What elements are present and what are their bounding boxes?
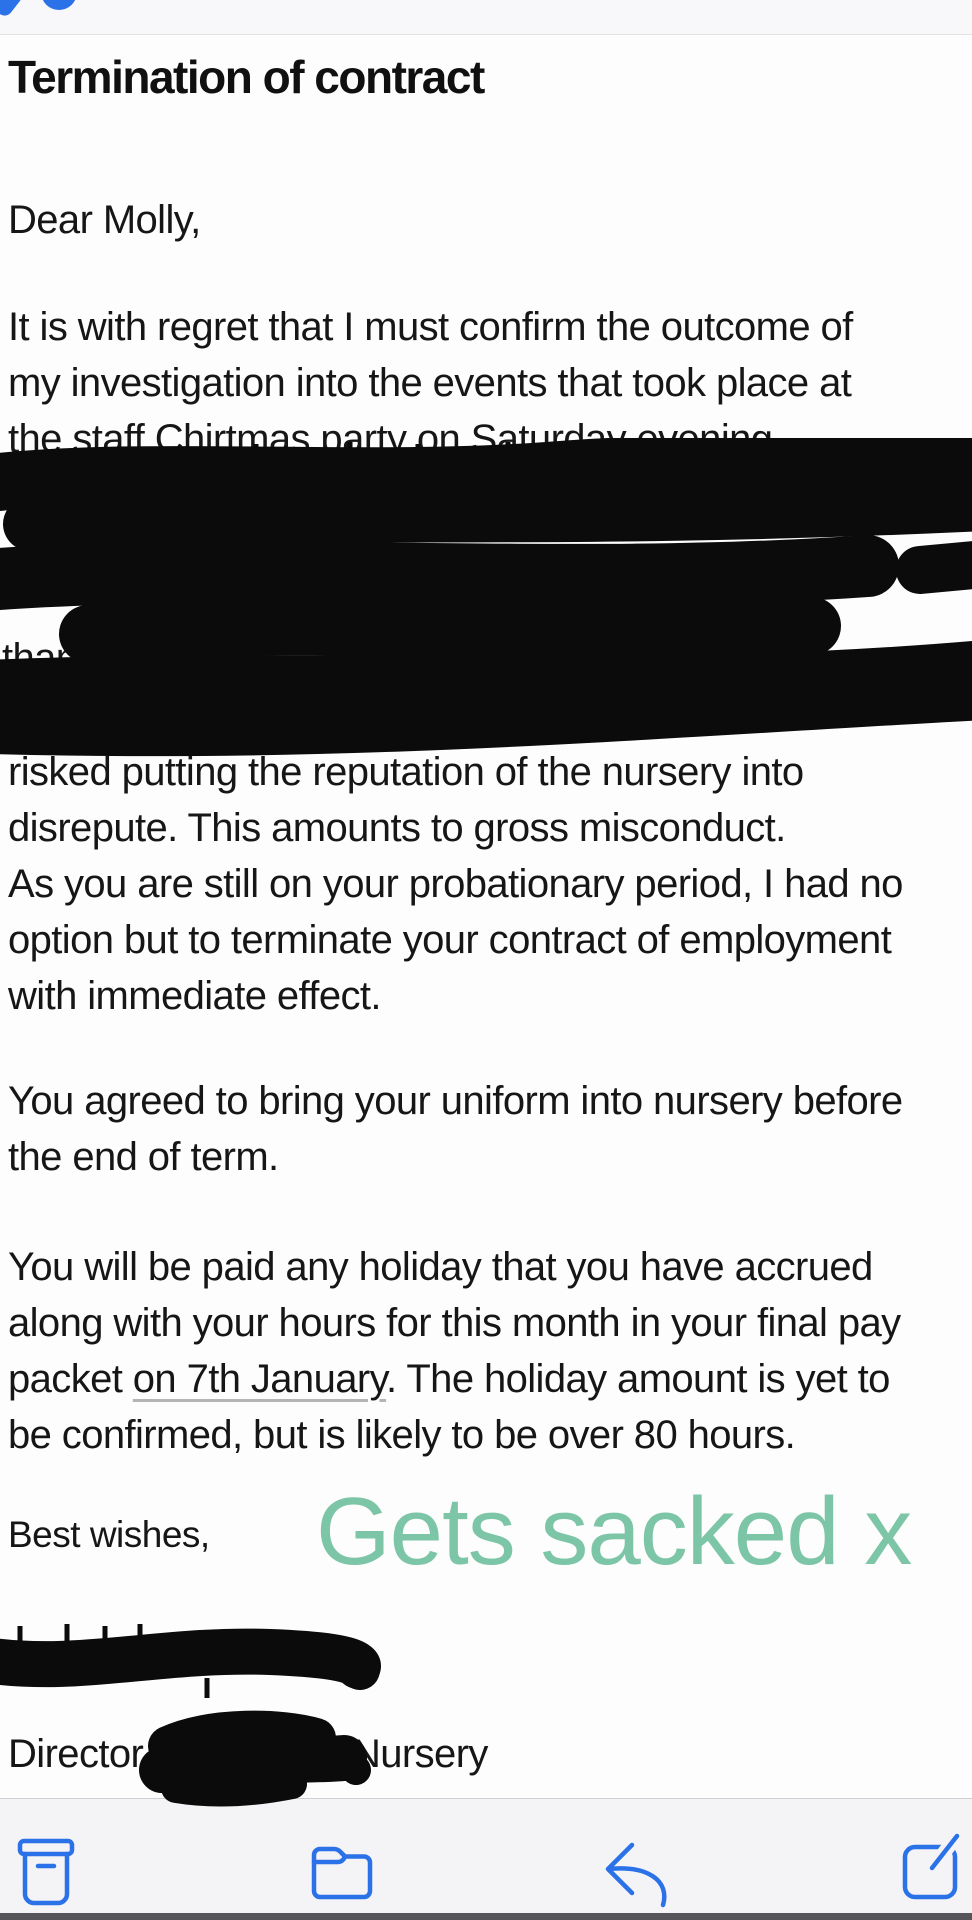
reply-button[interactable] bbox=[598, 1837, 676, 1909]
folder-button[interactable] bbox=[310, 1841, 374, 1903]
body-text: . bbox=[772, 417, 783, 461]
partial-back-icon bbox=[0, 0, 24, 19]
body-text: along with your hours for this month in your final pay bbox=[8, 1301, 901, 1345]
body-text: It is with regret that I must confirm the outcome of bbox=[8, 305, 853, 349]
compose-icon bbox=[900, 1831, 962, 1903]
redaction-scribble-signature bbox=[0, 1612, 420, 1707]
body-text: As you are still on your probationary period, I had no bbox=[8, 862, 903, 906]
body-text: the end of term. bbox=[8, 1135, 279, 1179]
body-text: disrepute. This amounts to gross misconduct. bbox=[8, 806, 786, 850]
paragraph-p6 bbox=[8, 1239, 901, 1463]
compose-button[interactable] bbox=[900, 1831, 962, 1903]
email-subject: Termination of contract bbox=[8, 51, 484, 103]
body-text: my investigation into the events that took place at bbox=[8, 361, 852, 405]
reply-icon bbox=[598, 1837, 676, 1909]
folder-icon bbox=[310, 1841, 374, 1903]
archive-icon bbox=[16, 1835, 76, 1907]
underlined-date-link[interactable]: on 7th January bbox=[132, 1357, 387, 1401]
body-text: packet bbox=[8, 1357, 133, 1401]
body-text: with immediate effect. bbox=[8, 974, 381, 1018]
body-text: . The holiday amount is yet to bbox=[386, 1357, 890, 1401]
body-text: option but to terminate your contract of employment bbox=[8, 918, 892, 962]
redaction-scribble-nursery-name bbox=[0, 1708, 420, 1808]
body-text: be confirmed, but is likely to be over 80 hours. bbox=[8, 1413, 796, 1457]
overlay-annotation-text: Gets sacked x bbox=[316, 1478, 912, 1585]
paragraph-p1 bbox=[8, 192, 201, 248]
partial-flag-icon bbox=[41, 0, 77, 10]
director-prefix: Director, bbox=[8, 1732, 152, 1776]
bottom-toolbar bbox=[0, 1798, 972, 1920]
body-text: risked putting the reputation of the nursery into bbox=[8, 750, 804, 794]
body-text: You will be paid any holiday that you have accrued bbox=[8, 1245, 873, 1289]
redacted-text-fragment-left: than bbox=[2, 636, 78, 680]
email-closing: Best wishes, bbox=[8, 1514, 210, 1555]
body-text: the staff Chirtmas party bbox=[8, 417, 417, 461]
director-suffix: Nursery bbox=[352, 1732, 488, 1776]
underlined-date-link[interactable]: on Saturday evening bbox=[416, 417, 773, 461]
paragraph-p5 bbox=[8, 1073, 903, 1185]
body-text: You agreed to bring your uniform into nursery before bbox=[8, 1079, 903, 1123]
top-navigation-bar bbox=[0, 0, 972, 35]
redaction-scribble-block bbox=[0, 438, 972, 768]
paragraph-p4 bbox=[8, 744, 903, 1024]
archive-button[interactable] bbox=[16, 1835, 76, 1907]
redacted-text-fragment-bottom: activity bbox=[452, 700, 558, 741]
body-text: Dear Molly, bbox=[8, 198, 201, 242]
screen-bottom-edge bbox=[0, 1913, 972, 1920]
